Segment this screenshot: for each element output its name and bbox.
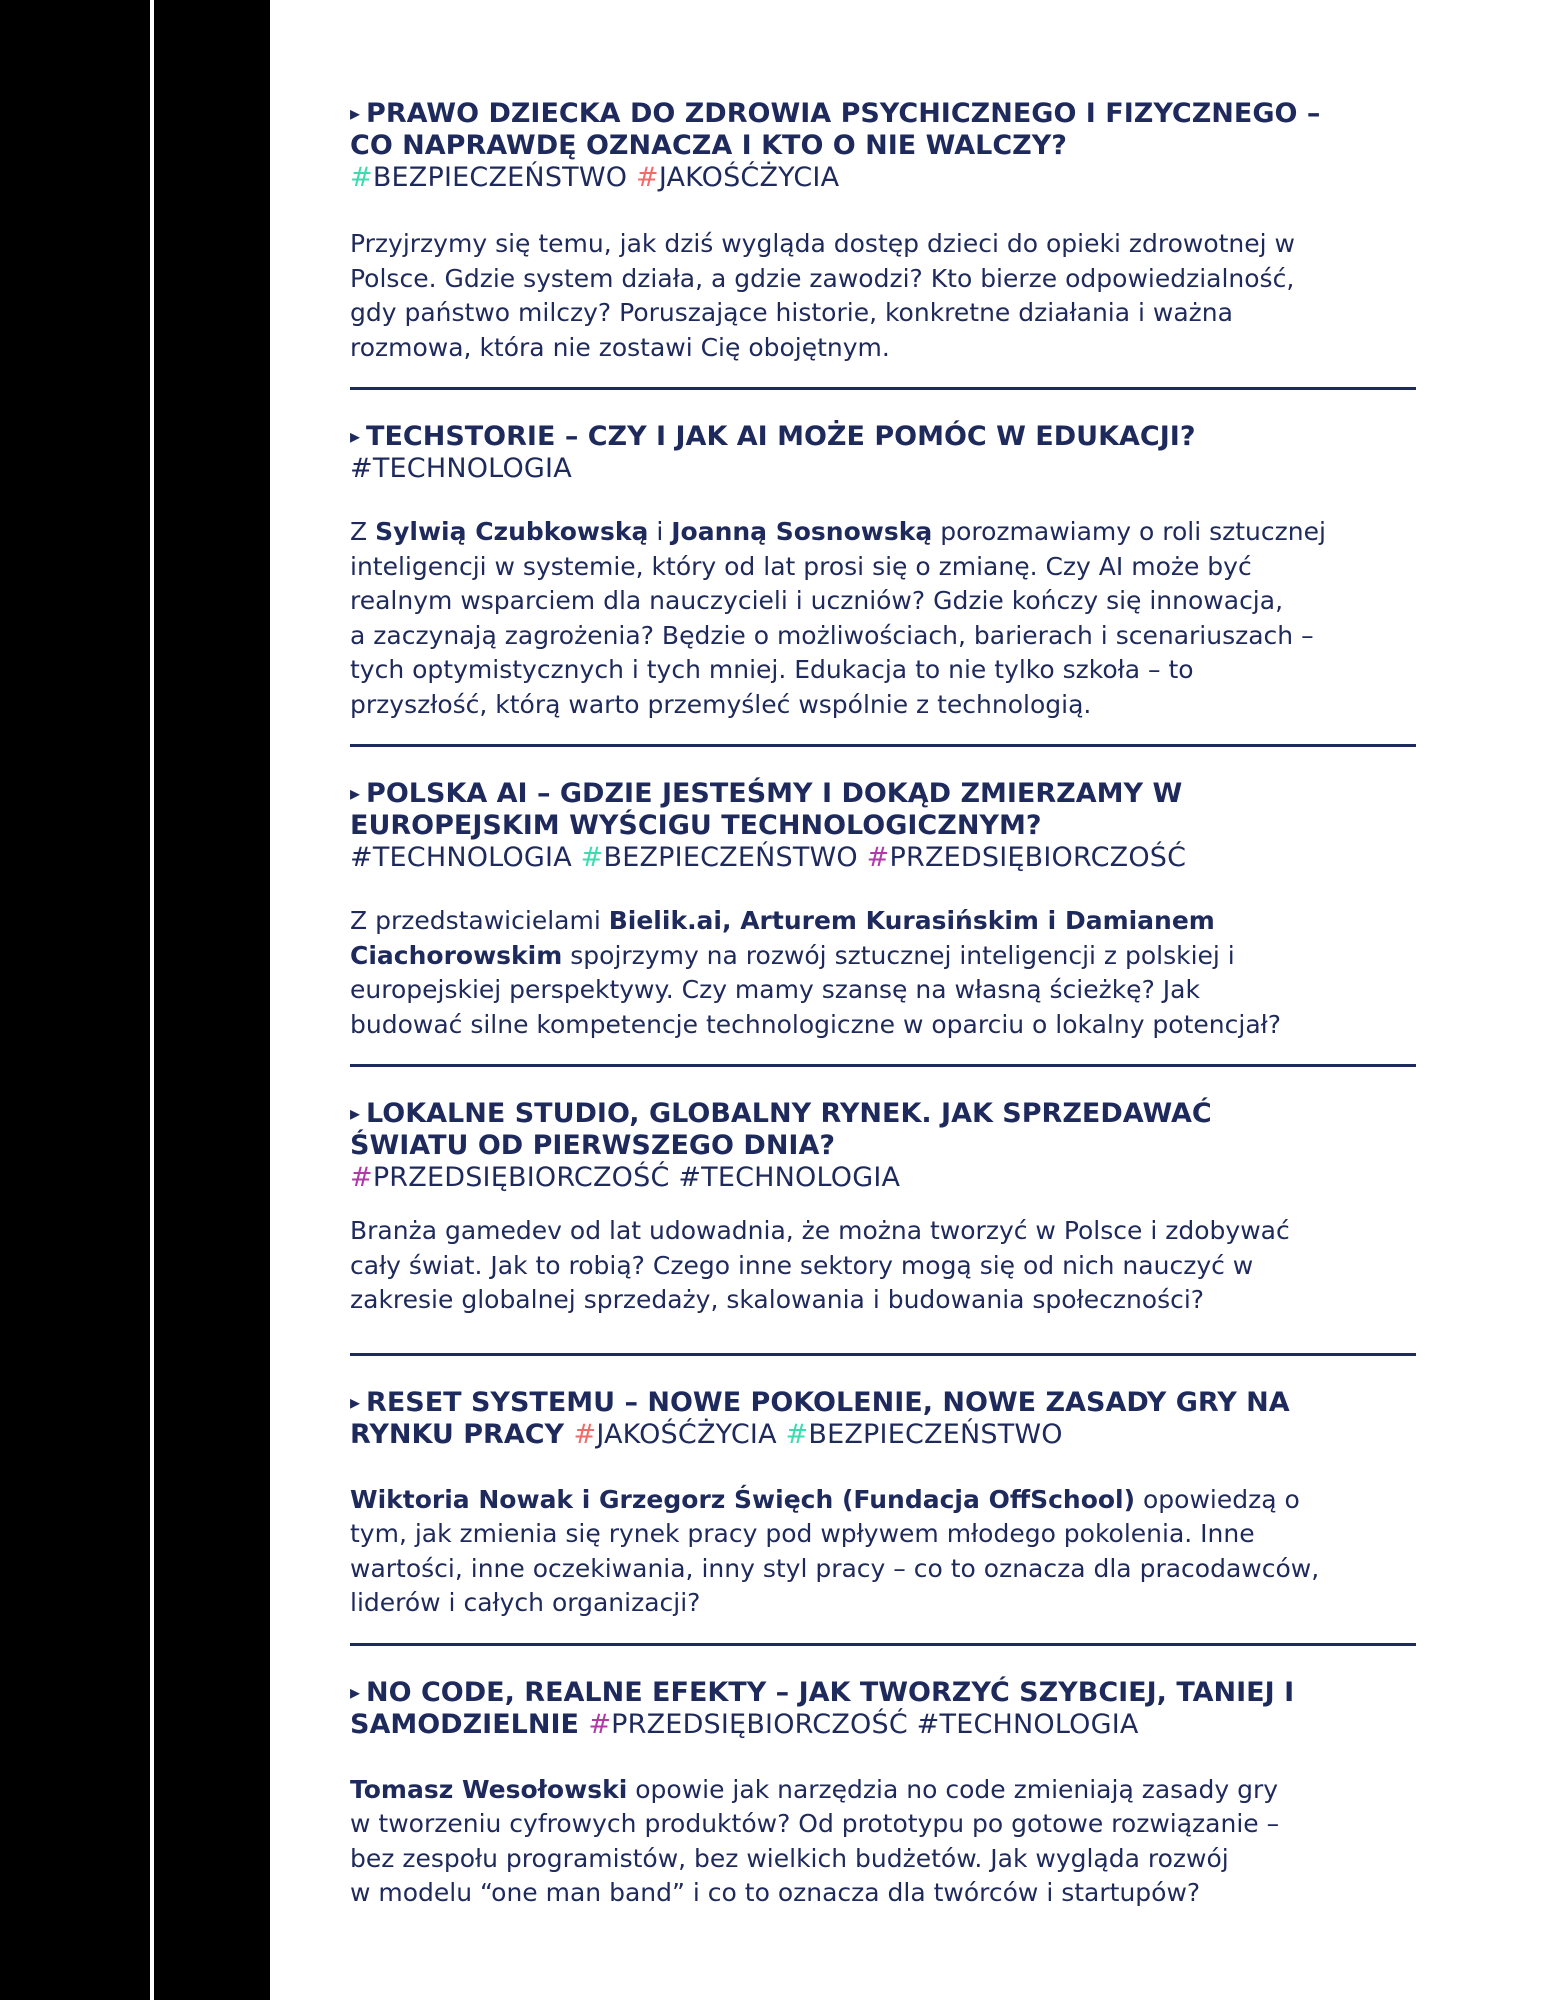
- agenda-item-description: Branża gamedev od lat udowadnia, że można tworzyć w Polsce i zdobywać cały świat. Jak to robią? Czego inne sektory mogą się od nich nauczyć w zakresie globalnej sprzedaży, skalowania i budowania społeczności?: [350, 1216, 1290, 1314]
- agenda-item-title: ▸ POLSKA AI – GDZIE JESTEŚMY I DOKĄD ZMIERZAMY W EUROPEJSKIM WYŚCIGU TECHNOLOGICZNYM?: [350, 778, 1183, 841]
- sidebar-vertical-line: [150, 0, 154, 2000]
- speaker-name: Ciachorowskim: [350, 940, 563, 970]
- tag-technologia: TECHNOLOGIA: [372, 842, 572, 873]
- section-divider: [350, 1643, 1416, 1646]
- tag-jakosc-zycia: JAKOŚĆŻYCIA: [596, 1418, 777, 1450]
- agenda-item-description: Wiktoria Nowak i Grzegorz Święch (Fundacja OffSchool) opowiedzą o tym, jak zmienia się rynek pracy pod wpływem młodego pokolenia. Inne wartości, inne oczekiwania, inny styl pracy – co to oznacza dla pracodawców, liderów i całych organizacji?: [350, 1484, 1320, 1617]
- tag-przedsiebiorczosc: PRZEDSIĘBIORCZOŚĆ: [372, 1162, 670, 1193]
- agenda-item-3: [350, 777, 1420, 1042]
- agenda-item-5: [350, 1386, 1420, 1621]
- agenda-item-tags: [350, 162, 1420, 194]
- hash-mark: #: [350, 162, 373, 193]
- agenda-item-description: Z Sylwią Czubkowską i Joanną Sosnowską porozmawiamy o roli sztucznej inteligencji w systemie, który od lat prosi się o zmianę. Czy AI może być realnym wsparciem dla nauczycieli i uczniów? Gdzie kończy się innowacja, a zaczynają zagrożenia? Będzie o możliwościach, barierach i scenariuszach – tych optymistycznych i tych mniej. Edukacja to nie tylko szkoła – to przyszłość, którą warto przemyśleć wspólnie z technologią.: [350, 517, 1326, 719]
- agenda-item-title: ▸ TECHSTORIE – CZY I JAK AI MOŻE POMÓC W EDUKACJI?: [350, 421, 1196, 452]
- section-divider: [350, 1353, 1416, 1356]
- hash-mark: #: [580, 842, 604, 873]
- tag-bezpieczenstwo: BEZPIECZEŃSTWO: [808, 1418, 1063, 1450]
- tag-bezpieczenstwo: BEZPIECZEŃSTWO: [603, 842, 858, 873]
- agenda-item-tags: [350, 842, 1420, 874]
- hash-mark: #: [785, 1418, 809, 1450]
- bullet-icon: ▸: [350, 1389, 361, 1414]
- agenda-item-title: ▸ RESET SYSTEMU – NOWE POKOLENIE, NOWE ZASADY GRY NA RYNKU PRACY #JAKOŚĆŻYCIA #BEZPIECZEŃSTWO: [350, 1386, 1290, 1450]
- tag-technologia: TECHNOLOGIA: [372, 453, 572, 484]
- agenda-item-title: ▸ PRAWO DZIECKA DO ZDROWIA PSYCHICZNEGO I FIZYCZNEGO – CO NAPRAWDĘ OZNACZA I KTO O NIE WALCZY?: [350, 98, 1321, 161]
- hash-mark: #: [588, 1708, 612, 1740]
- agenda-item-tags: [350, 453, 1420, 485]
- section-divider: [350, 744, 1416, 747]
- section-divider: [350, 1064, 1416, 1067]
- agenda-item-description: Z przedstawicielami Bielik.ai, Arturem Kurasińskim i Damianem Ciachorowskim spojrzymy na rozwój sztucznej inteligencji z polskiej i europejskiej perspektywy. Czy mamy szansę na własną ścieżkę? Jak budować silne kompetencje technologiczne w oparciu o lokalny potencjał?: [350, 906, 1282, 1039]
- hash-mark: #: [350, 453, 373, 484]
- agenda-item-4: [350, 1097, 1420, 1318]
- section-divider: [350, 387, 1416, 390]
- hash-mark: #: [636, 162, 659, 193]
- left-sidebar: [0, 0, 270, 2000]
- speaker-name: Sylwią Czubkowską: [375, 517, 649, 546]
- tag-jakosc-zycia: JAKOŚĆŻYCIA: [658, 162, 840, 193]
- agenda-item-description: Przyjrzymy się temu, jak dziś wygląda dostęp dzieci do opieki zdrowotnej w Polsce. Gdzie system działa, a gdzie zawodzi? Kto bierze odpowiedzialność, gdy państwo milczy? Poruszające historie, konkretne działania i ważna rozmowa, która nie zostawi Cię obojętnym.: [350, 229, 1295, 362]
- tag-przedsiebiorczosc: PRZEDSIĘBIORCZOŚĆ: [611, 1708, 908, 1740]
- agenda-item-tags: [573, 1419, 1062, 1450]
- tag-przedsiebiorczosc: PRZEDSIĘBIORCZOŚĆ: [889, 842, 1187, 873]
- speaker-name: Joanną Sosnowską: [671, 517, 933, 546]
- hash-mark: #: [678, 1162, 702, 1193]
- bullet-icon: ▸: [350, 101, 361, 125]
- bullet-icon: ▸: [350, 781, 361, 805]
- hash-mark: #: [866, 842, 890, 873]
- agenda-item-2: [350, 420, 1420, 722]
- agenda-item-1: [350, 97, 1420, 365]
- bullet-icon: ▸: [350, 1679, 361, 1704]
- bullet-icon: ▸: [350, 1101, 361, 1125]
- speaker-name: Wiktoria Nowak i Grzegorz Święch (Fundacja OffSchool): [350, 1484, 1136, 1514]
- agenda-item-description: Tomasz Wesołowski opowie jak narzędzia no code zmieniają zasady gry w tworzeniu cyfrowych produktów? Od prototypu po gotowe rozwiązanie – bez zespołu programistów, bez wielkich budżetów. Jak wygląda rozwój w modelu “one man band” i co to oznacza dla twórców i startupów?: [350, 1774, 1280, 1907]
- tag-technologia: TECHNOLOGIA: [701, 1162, 901, 1193]
- bullet-icon: ▸: [350, 424, 361, 448]
- tag-bezpieczenstwo: BEZPIECZEŃSTWO: [372, 162, 628, 193]
- speaker-name: Bielik.ai, Arturem Kurasińskim i Damianem: [608, 906, 1215, 935]
- agenda-item-title: ▸ LOKALNE STUDIO, GLOBALNY RYNEK. JAK SPRZEDAWAĆ ŚWIATU OD PIERWSZEGO DNIA?: [350, 1098, 1212, 1161]
- agenda-item-title: ▸ NO CODE, REALNE EFEKTY – JAK TWORZYĆ SZYBCIEJ, TANIEJ I SAMODZIELNIE #PRZEDSIĘBIORCZOŚĆ #TECHNOLOGIA: [350, 1676, 1295, 1740]
- agenda-item-6: [350, 1676, 1420, 1911]
- hash-mark: #: [573, 1418, 597, 1450]
- agenda-content: [350, 97, 1420, 1911]
- agenda-item-tags: [588, 1709, 1138, 1740]
- speaker-name: Tomasz Wesołowski: [350, 1774, 628, 1804]
- agenda-item-tags: [350, 1162, 1420, 1194]
- tag-technologia: TECHNOLOGIA: [939, 1708, 1139, 1740]
- hash-mark: #: [350, 1162, 373, 1193]
- hash-mark: #: [350, 842, 373, 873]
- hash-mark: #: [916, 1708, 940, 1740]
